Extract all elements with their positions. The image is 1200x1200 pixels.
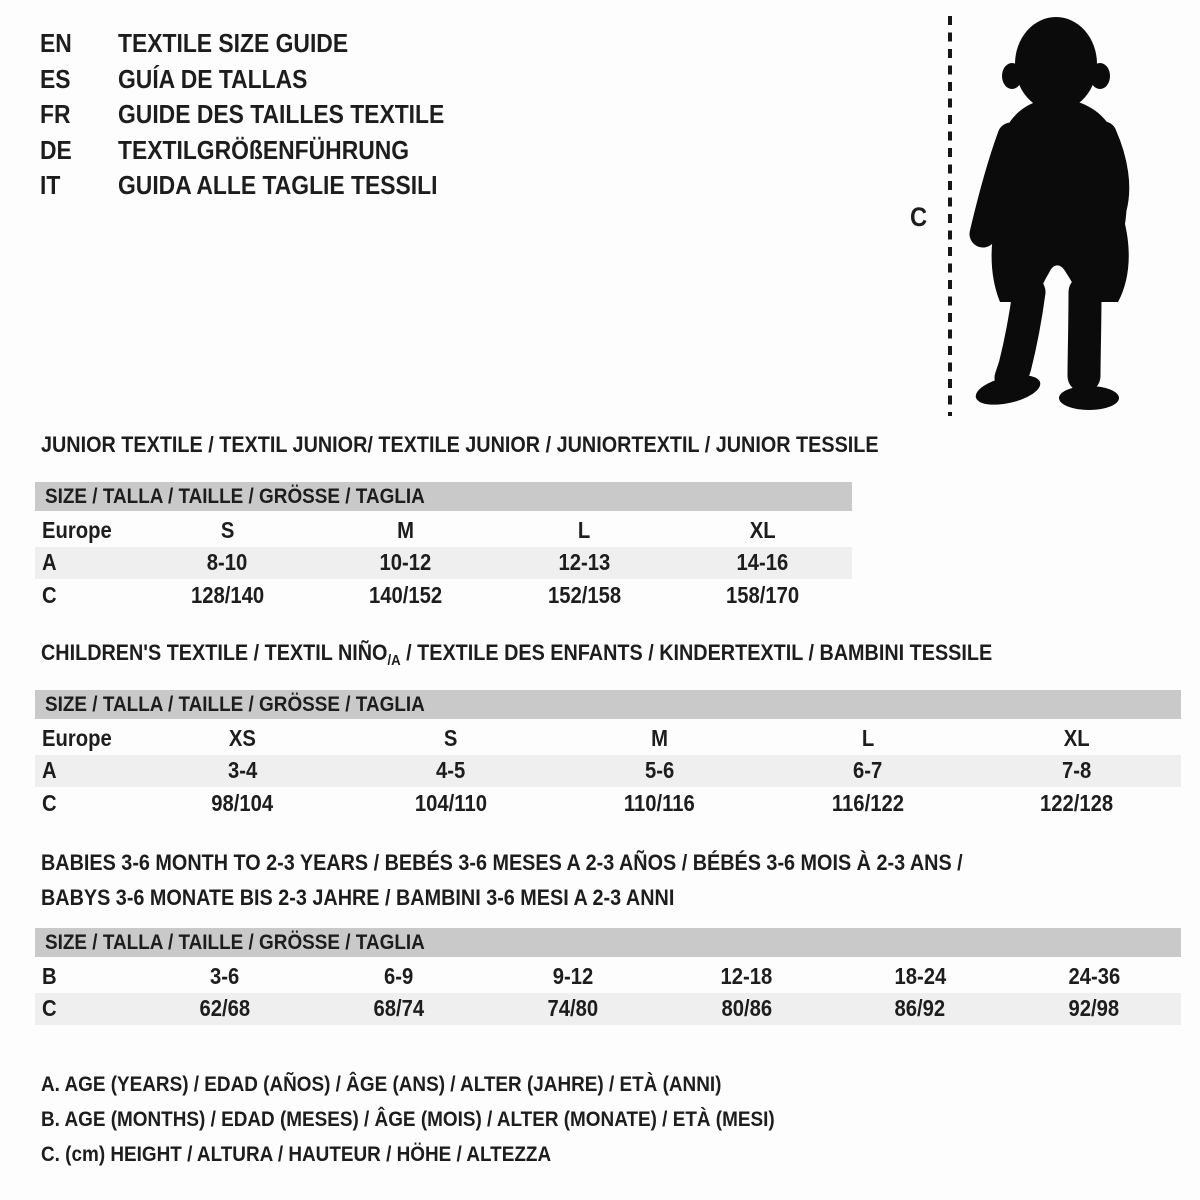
- language-title-fr: GUIDE DES TAILLES TEXTILE: [118, 99, 445, 129]
- language-code-en: EN: [40, 28, 72, 58]
- children-title-suffix: / TEXTILE DES ENFANTS / KINDERTEXTIL / BAMBINI TESSILE: [400, 640, 993, 665]
- children-row-europe: [35, 722, 1181, 755]
- children-title-prefix: CHILDREN'S TEXTILE / TEXTIL NIÑO: [41, 640, 388, 665]
- legend-line-age-years: [41, 1072, 814, 1096]
- children-title-sub: /A: [387, 652, 401, 669]
- size-cell: XL: [1063, 724, 1090, 751]
- junior-section-title: [41, 433, 993, 457]
- babies-size-header-label: SIZE / TALLA / TAILLE / GRÖSSE / TAGLIA: [45, 930, 425, 954]
- height-measure-letter: C: [910, 202, 928, 232]
- row-label: Europe: [42, 516, 112, 543]
- age-cell: 5-6: [644, 757, 675, 784]
- language-title-list: [40, 26, 489, 204]
- height-cell: 104/110: [414, 789, 487, 816]
- height-cell: 98/104: [211, 789, 274, 816]
- babies-row-months: [35, 960, 1181, 993]
- babies-row-height: [35, 993, 1181, 1026]
- height-cell: 80/86: [721, 995, 772, 1022]
- legend-line-height-cm: [41, 1142, 621, 1166]
- height-cell: 158/170: [726, 581, 800, 608]
- children-size-header-label: SIZE / TALLA / TAILLE / GRÖSSE / TAGLIA: [45, 692, 425, 716]
- language-code-es: ES: [40, 63, 71, 94]
- size-cell: XL: [749, 516, 776, 543]
- height-cell: 152/158: [547, 581, 621, 608]
- legend-line-age-months: [41, 1107, 875, 1131]
- babies-size-header-row: [35, 928, 1181, 957]
- language-row-de: [40, 133, 489, 169]
- language-title-es: GUÍA DE TALLAS: [118, 63, 308, 94]
- months-cell: 6-9: [384, 962, 414, 989]
- size-cell: L: [861, 724, 875, 751]
- babies-size-table: [35, 928, 1181, 1025]
- children-size-header-row: [35, 690, 1181, 719]
- height-cell: 68/74: [373, 995, 425, 1022]
- size-cell: S: [444, 724, 458, 751]
- language-code-de: DE: [40, 134, 72, 165]
- size-cell: M: [651, 724, 668, 751]
- babies-section-title-line2: [41, 886, 761, 910]
- months-cell: 24-36: [1068, 962, 1120, 989]
- language-code-fr: FR: [40, 99, 71, 129]
- language-code-it: IT: [40, 170, 61, 200]
- height-cell: 140/152: [369, 581, 443, 608]
- legend-height-cm-text: C. (cm) HEIGHT / ALTURA / HAUTEUR / HÖHE / ALTEZZA: [41, 1142, 552, 1166]
- legend-age-months-text: B. AGE (MONTHS) / EDAD (MESES) / ÂGE (MOIS) / ALTER (MONATE) / ETÀ (MESI): [41, 1107, 775, 1131]
- height-measure-dashed-line: [948, 16, 952, 416]
- age-cell: 6-7: [853, 757, 883, 784]
- language-row-es: [40, 62, 489, 98]
- height-measure-label: [910, 202, 930, 233]
- height-cell: 62/68: [199, 995, 251, 1022]
- babies-title-line2-text: BABYS 3-6 MONATE BIS 2-3 JAHRE / BAMBINI 3-6 MESI A 2-3 ANNI: [41, 885, 675, 910]
- junior-row-europe: [35, 514, 852, 547]
- junior-size-header-row: [35, 482, 852, 511]
- height-cell: 116/122: [832, 789, 905, 816]
- babies-section-title-line1: [41, 851, 1088, 875]
- age-cell: 4-5: [436, 757, 466, 784]
- row-label: Europe: [42, 724, 112, 751]
- age-cell: 7-8: [1062, 757, 1092, 784]
- age-cell: 8-10: [206, 549, 248, 576]
- children-section-title: [41, 641, 1122, 673]
- legend-age-years-text: A. AGE (YEARS) / EDAD (AÑOS) / ÂGE (ANS) / ALTER (JAHRE) / ETÀ (ANNI): [41, 1072, 722, 1096]
- language-title-it: GUIDA ALLE TAGLIE TESSILI: [118, 170, 438, 200]
- junior-size-header-label: SIZE / TALLA / TAILLE / GRÖSSE / TAGLIA: [45, 484, 425, 508]
- children-row-age: [35, 755, 1181, 788]
- months-cell: 9-12: [552, 962, 593, 989]
- age-cell: 10-12: [379, 549, 432, 576]
- months-cell: 18-24: [894, 962, 947, 989]
- row-label: A: [42, 549, 57, 576]
- size-cell: L: [578, 516, 591, 543]
- months-cell: 3-6: [210, 962, 240, 989]
- height-cell: 110/116: [624, 789, 695, 816]
- months-cell: 12-18: [720, 962, 773, 989]
- children-row-height: [35, 787, 1181, 820]
- height-cell: 92/98: [1068, 995, 1120, 1022]
- row-label: C: [42, 995, 57, 1022]
- language-row-fr: [40, 97, 489, 133]
- row-label: C: [42, 789, 57, 816]
- children-section-title-text: [41, 641, 992, 673]
- language-row-en: [40, 26, 489, 62]
- junior-row-age: [35, 547, 852, 580]
- age-cell: 3-4: [227, 757, 257, 784]
- children-size-table: [35, 690, 1181, 820]
- row-label: C: [42, 581, 57, 608]
- age-cell: 12-13: [558, 549, 611, 576]
- babies-title-line1-text: BABIES 3-6 MONTH TO 2-3 YEARS / BEBÉS 3-6 MESES A 2-3 AÑOS / BÉBÉS 3-6 MOIS À 2-3 ANS /: [41, 850, 963, 875]
- junior-section-title-text: JUNIOR TEXTILE / TEXTIL JUNIOR/ TEXTILE JUNIOR / JUNIORTEXTIL / JUNIOR TESSILE: [41, 432, 879, 457]
- row-label: A: [42, 757, 57, 784]
- height-cell: 128/140: [190, 581, 264, 608]
- language-title-de: TEXTILGRÖßENFÜHRUNG: [118, 134, 410, 165]
- row-label: B: [42, 962, 57, 989]
- height-cell: 122/128: [1040, 789, 1114, 816]
- size-cell: S: [220, 516, 235, 543]
- age-cell: 14-16: [736, 549, 789, 576]
- junior-row-height: [35, 579, 852, 612]
- language-title-en: TEXTILE SIZE GUIDE: [118, 28, 349, 58]
- height-cell: 74/80: [547, 995, 598, 1022]
- junior-size-table: [35, 482, 852, 612]
- height-cell: 86/92: [894, 995, 946, 1022]
- size-cell: XS: [228, 724, 256, 751]
- language-row-it: [40, 168, 489, 204]
- size-cell: M: [397, 516, 415, 543]
- toddler-silhouette-icon: [966, 13, 1138, 415]
